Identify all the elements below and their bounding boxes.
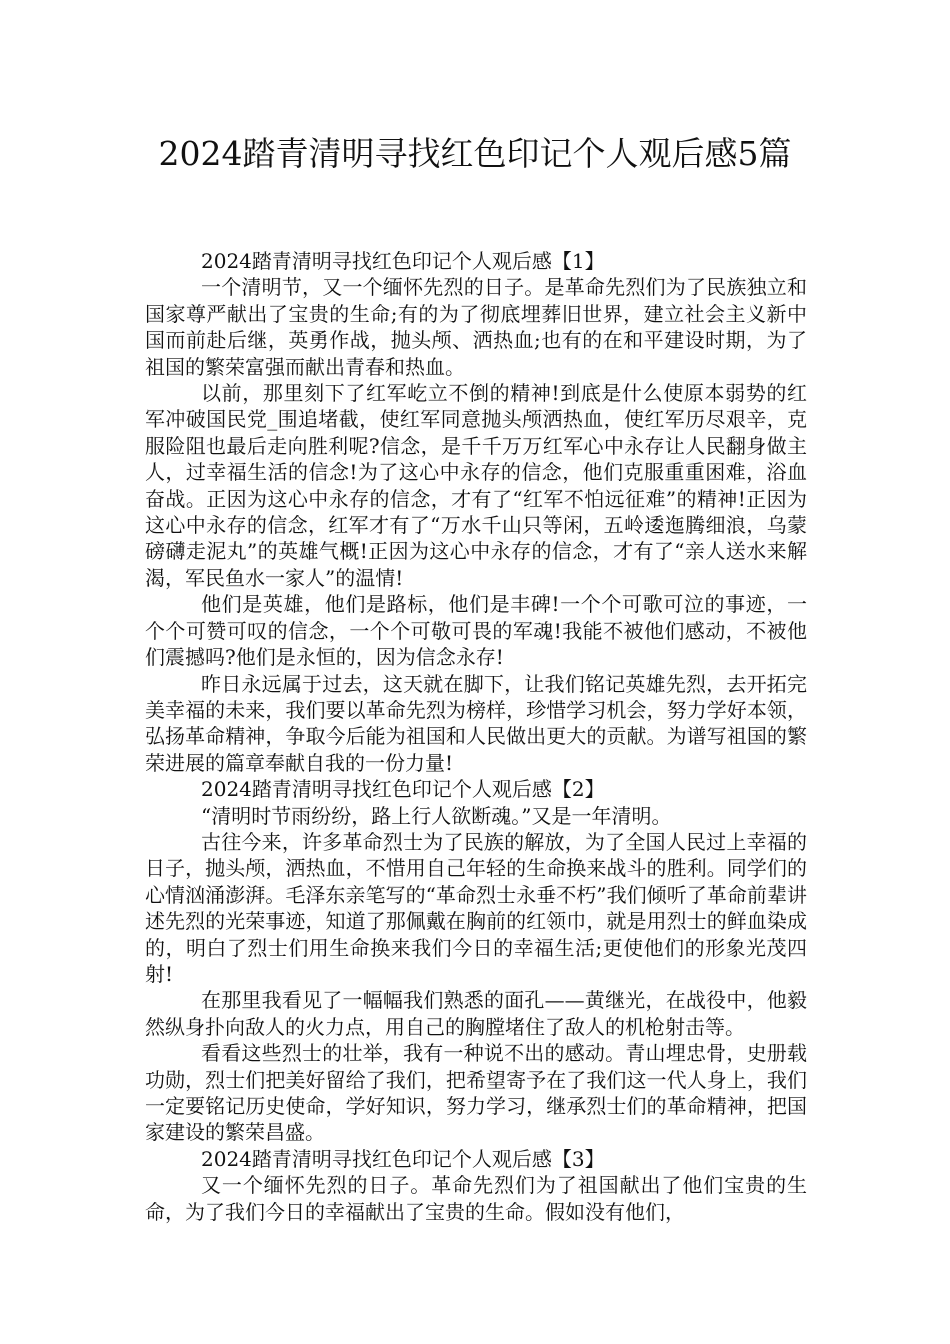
paragraph: 看看这些烈士的壮举，我有一种说不出的感动。青山埋忠骨，史册载功勋，烈士们把美好留给了我们，把希望寄予在了我们这一代人身上，我们一定要铭记历史使命，学好知识，努力学习，继承烈士们的革命精神，把国家建设的繁荣昌盛。: [145, 1041, 807, 1145]
section-heading: 2024踏青清明寻找红色印记个人观后感【3】: [201, 1146, 605, 1171]
paragraph: 昨日永远属于过去，这天就在脚下，让我们铭记英雄先烈，去开拓完美幸福的未来，我们要以革命先烈为榜样，珍惜学习机会，努力学好本领，弘扬革命精神，争取今后能为祖国和人民做出更大的贡献。为谱写祖国的繁荣进展的篇章奉献自我的一份力量!: [145, 671, 807, 775]
section-1: [145, 248, 807, 776]
document-title: 2024踏青清明寻找红色印记个人观后感5篇: [158, 134, 792, 173]
paragraph: “清明时节雨纷纷，路上行人欲断魂。”又是一年清明。: [201, 803, 672, 828]
section-heading: 2024踏青清明寻找红色印记个人观后感【1】: [201, 249, 605, 273]
paragraph: 又一个缅怀先烈的日子。革命先烈们为了祖国献出了他们宝贵的生命，为了我们今日的幸福献出了宝贵的生命。假如没有他们，: [145, 1173, 807, 1224]
section-heading: 2024踏青清明寻找红色印记个人观后感【2】: [201, 777, 605, 802]
document-body: [145, 248, 807, 1225]
paragraph: 他们是英雄，他们是路标，他们是丰碑!一个个可歌可泣的事迹，一个个可赞可叹的信念，一个个可敬可畏的军魂!我能不被他们感动，不被他们震撼吗?他们是永恒的，因为信念永存!: [145, 592, 807, 670]
section-2: [145, 776, 807, 1146]
paragraph: 以前，那里刻下了红军屹立不倒的精神!到底是什么使原本弱势的红军冲破国民党_围追堵截，使红军同意抛头颅洒热血，使红军历尽艰辛，克服险阻也最后走向胜利呢?信念，是千千万万红军心中永存让人民翻身做主人，过幸福生活的信念!为了这心中永存的信念，他们克服重重困难，浴血奋战。正因为这心中永存的信念，才有了“红军不怕远征难”的精神!正因为这心中永存的信念，红军才有了“万水千山只等闲，五岭逶迤腾细浪，乌蒙磅礴走泥丸”的英雄气概!正因为这心中永存的信念，才有了“亲人送水来解渴，军民鱼水一家人”的温情!: [145, 381, 807, 590]
section-3: [145, 1146, 807, 1225]
paragraph: 古往今来，许多革命烈士为了民族的解放，为了全国人民过上幸福的日子，抛头颅，洒热血，不惜用自己年轻的生命换来战斗的胜利。同学们的心情汹涌澎湃。毛泽东亲笔写的“革命烈士永垂不朽”我们倾听了革命前辈讲述先烈的光荣事迹，知道了那佩戴在胸前的红领巾，就是用烈士的鲜血染成的，明白了烈士们用生命换来我们今日的幸福生活;更使他们的形象光茂四射!: [145, 829, 807, 986]
paragraph: 一个清明节，又一个缅怀先烈的日子。是革命先烈们为了民族独立和国家尊严献出了宝贵的生命;有的为了彻底埋葬旧世界，建立社会主义新中国而前赴后继，英勇作战，抛头颅、洒热血;也有的在和平建设时期，为了祖国的繁荣富强而献出青春和热血。: [145, 275, 807, 379]
paragraph: 在那里我看见了一幅幅我们熟悉的面孔——黄继光，在战役中，他毅然纵身扑向敌人的火力点，用自己的胸膛堵住了敌人的机枪射击等。: [145, 988, 807, 1039]
